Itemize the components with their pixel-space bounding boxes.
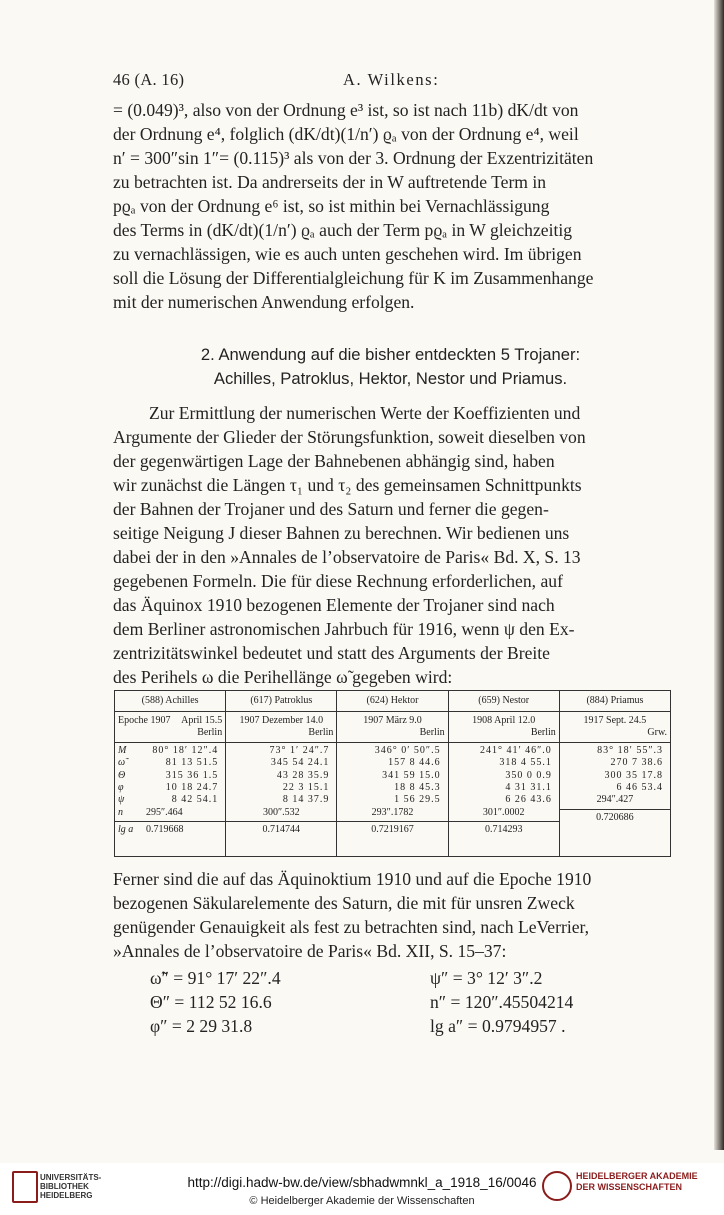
cell: 6 46 53.4 — [616, 782, 664, 794]
cell: 270 7 38.6 — [610, 757, 664, 769]
table-row — [118, 807, 222, 819]
epoch: 1908 April 12.0 — [472, 715, 536, 726]
source-url-link[interactable]: http://digi.hadw-bw.de/view/sbhadwmnkl_a_1918_16/0046 — [187, 1175, 537, 1190]
table-row — [340, 745, 444, 757]
cell: 294″.427 — [596, 794, 634, 806]
section-title-line-2: Achilles, Patroklus, Hektor, Nestor und Priamus. — [213, 369, 568, 388]
text-line: der gegenwärtigen Lage der Bahnebenen abhängig sind, haben — [113, 451, 555, 471]
elements-table — [114, 690, 671, 857]
divider — [337, 742, 447, 743]
table-row — [118, 745, 222, 757]
cell: 341 59 15.0 — [382, 769, 441, 781]
text-line: bezogenen Säkularelemente des Saturn, die mit für unsren Zweck — [113, 893, 575, 913]
cell: 315 36 1.5 — [165, 769, 219, 781]
epoch-location: Berlin — [530, 727, 556, 739]
row-label: Θ — [118, 769, 126, 781]
table-row — [118, 770, 222, 782]
table-row — [340, 770, 444, 782]
text-line: pϱₐ von der Ordnung e⁶ ist, so ist mithin bei Vernachlässigung — [113, 196, 550, 216]
section-title-line-1: 2. Anwendung auf die bisher entdeckten 5 Trojaner: — [200, 345, 581, 364]
table-row — [118, 824, 222, 836]
text-line: n′ = 300″sin 1″= (0.115)³ als von der 3. Ordnung der Exzentrizitäten — [113, 148, 594, 168]
cell: 295″.464 — [146, 806, 183, 818]
equation-row — [150, 990, 670, 1014]
cell: 0.719668 — [146, 824, 184, 836]
cell: 345 54 24.1 — [270, 757, 330, 769]
epoch-location: Berlin — [308, 727, 334, 739]
row-label: φ — [118, 782, 124, 794]
table-header-cell: (588) Achilles — [141, 695, 199, 706]
text-line: zentrizitätswinkel bedeutet und statt des Arguments der Breite — [113, 643, 550, 663]
cell: 346° 0′ 50″.5 — [374, 744, 441, 756]
row-label: ω̃ — [118, 757, 126, 769]
epoch: 1907 März 9.0 — [363, 715, 422, 726]
text-line: wir zunächst die Längen τ₁ und τ₂ des gemeinsamen Schnittpunkts — [113, 475, 582, 495]
divider — [560, 809, 670, 810]
table-header-cell: (659) Nestor — [448, 691, 559, 711]
paragraph-2 — [113, 401, 668, 689]
table-row — [452, 794, 556, 806]
paragraph-1 — [113, 98, 668, 314]
divider — [115, 742, 225, 743]
cell: 293″.1782 — [371, 806, 414, 818]
text-line: der Bahnen der Trojaner und des Saturn und ferner die gegen- — [113, 499, 549, 519]
divider — [115, 821, 225, 822]
cell: 300″.532 — [262, 806, 300, 818]
epoch — [118, 715, 222, 727]
table-column-priamus — [559, 712, 670, 856]
text-line: dabei der in den »Annales de l’observatoire de Paris« Bd. X, S. 13 — [113, 547, 581, 567]
table-row — [452, 745, 556, 757]
text-line: Zur Ermittlung der numerischen Werte der Koeffizienten und — [149, 403, 581, 423]
text-line: Argumente der Glieder der Störungsfunktion, soweit dieselben von — [113, 427, 586, 447]
table-row — [229, 745, 333, 757]
table-column-patroklus — [225, 712, 336, 856]
section-heading — [113, 343, 668, 391]
equation-row — [150, 1014, 670, 1038]
divider — [226, 742, 336, 743]
epoch-part: Epoche 1907 — [118, 715, 171, 726]
cell: 6 26 43.6 — [505, 794, 552, 806]
library-logo-text: UNIVERSITÄTS- BIBLIOTHEK HEIDELBERG — [40, 1173, 102, 1200]
cell: 300 35 17.8 — [604, 769, 664, 781]
text-line: der Ordnung e⁴, folglich (dK/dt)(1/n′) ϱₐ von der Ordnung e⁴, weil — [113, 124, 579, 144]
text-line: des Perihels ω die Perihellänge ω̃ gegeben wird: — [113, 667, 453, 687]
cell: 350 0 0.9 — [505, 769, 552, 781]
text-line: dem Berliner astronomischen Jahrbuch für 1916, wenn ψ den Ex- — [113, 619, 575, 639]
text-line: soll die Lösung der Differentialgleichung für K im Zusammenhange — [113, 268, 594, 288]
equation: lg a″ = 0.9794957 . — [430, 1016, 566, 1036]
table-row — [118, 757, 222, 769]
table-row — [229, 770, 333, 782]
epoch-location: Berlin — [197, 727, 223, 739]
cell: 241° 41′ 46″.0 — [479, 744, 552, 756]
cell: 73° 1′ 24″.7 — [269, 744, 330, 756]
cell: 8 14 37.9 — [282, 794, 330, 806]
table-row — [340, 782, 444, 794]
equation: n″ = 120″.45504214 — [430, 992, 574, 1012]
table-row — [452, 770, 556, 782]
cell: 0.714293 — [484, 824, 523, 836]
table-row — [229, 794, 333, 806]
cell: 0.720686 — [596, 811, 634, 823]
text-line: Ferner sind die auf das Äquinoktium 1910 und auf die Epoche 1910 — [113, 869, 592, 889]
table-row — [452, 782, 556, 794]
cell: 43 28 35.9 — [276, 769, 330, 781]
text-line: »Annales de l’observatoire de Paris« Bd. XII, S. 15–37: — [113, 941, 507, 961]
equation: ω̃″ = 91° 17′ 22″.4 — [150, 968, 281, 988]
table-column-achilles — [115, 712, 225, 856]
divider — [449, 742, 559, 743]
cell: 0.714744 — [262, 824, 301, 836]
row-label: ψ — [118, 794, 125, 806]
cell: 10 18 24.7 — [165, 782, 219, 794]
table-row — [229, 782, 333, 794]
epoch: 1907 Dezember 14.0 — [239, 715, 324, 726]
table-row — [563, 782, 667, 794]
row-label: M — [118, 744, 127, 756]
table-row — [563, 745, 667, 757]
cell: 81 13 51.5 — [165, 757, 219, 769]
cell: 301″.0002 — [482, 806, 525, 818]
text-line: des Terms in (dK/dt)(1/n′) ϱₐ auch der Term pϱₐ in W gleichzeitig — [113, 220, 573, 240]
text-line: mit der numerischen Anwendung erfolgen. — [113, 292, 415, 312]
cell: 22 3 15.1 — [282, 782, 330, 794]
cell: 83° 18′ 55″.3 — [597, 744, 664, 756]
equation: Θ″ = 112 52 16.6 — [150, 992, 272, 1012]
academy-logo-icon — [542, 1171, 572, 1201]
row-label: lg a — [118, 824, 134, 836]
epoch-location: Grw. — [647, 727, 668, 739]
text-line: = (0.049)³, also von der Ordnung e³ ist, so ist nach 11b) dK/dt von — [113, 100, 579, 120]
row-label: n — [118, 806, 123, 818]
cell: 8 42 54.1 — [171, 794, 219, 806]
divider — [337, 821, 447, 822]
epoch: 1917 Sept. 24.5 — [583, 715, 647, 726]
table-header-cell: (624) Hektor — [336, 691, 447, 711]
page-edge — [714, 0, 724, 1150]
text-line: seitige Neigung J dieser Bahnen zu berechnen. Wir bedienen uns — [113, 523, 570, 543]
divider — [226, 821, 336, 822]
table-row — [340, 757, 444, 769]
table-row — [229, 757, 333, 769]
academy-logo-text: HEIDELBERGER AKADEMIE DER WISSENSCHAFTEN — [576, 1171, 698, 1192]
epoch-part: April 15.5 — [181, 715, 223, 726]
text-line: gegebenen Formeln. Die für diese Rechnung erforderlichen, auf — [113, 571, 563, 591]
table-row — [563, 770, 667, 782]
divider — [560, 742, 670, 743]
text-line: zu betrachten ist. Da andrerseits der in W auftretende Term in — [113, 172, 547, 192]
table-row — [118, 794, 222, 806]
table-column-hektor — [336, 712, 447, 856]
divider — [449, 821, 559, 822]
cell: 4 31 31.1 — [505, 782, 552, 794]
page-number-ref: 46 (A. 16) — [113, 70, 185, 89]
table-row — [340, 794, 444, 806]
paragraph-3 — [113, 867, 668, 963]
saturn-elements — [150, 966, 670, 1038]
table-column-nestor — [448, 712, 559, 856]
table-header-cell: (884) Priamus — [559, 691, 670, 711]
equation-row — [150, 966, 670, 990]
table-row — [118, 782, 222, 794]
text-line: genügender Genauigkeit als fest zu betrachten sind, nach LeVerrier, — [113, 917, 590, 937]
table-row — [563, 757, 667, 769]
running-title: A. Wilkens: — [343, 70, 440, 89]
cell: 1 56 29.5 — [394, 794, 441, 806]
cell: 0.7219167 — [371, 824, 414, 836]
footer — [0, 1163, 724, 1215]
academy-logo[interactable] — [542, 1171, 712, 1193]
equation: ψ″ = 3° 12′ 3″.2 — [430, 968, 543, 988]
table-row — [452, 757, 556, 769]
equation: φ″ = 2 29 31.8 — [150, 1016, 253, 1036]
cell: 318 4 55.1 — [499, 757, 552, 769]
table-header-row — [115, 691, 670, 712]
text-line: das Äquinox 1910 bezogenen Elemente der Trojaner sind nach — [113, 595, 555, 615]
cell: 157 8 44.6 — [388, 757, 441, 769]
copyright: © Heidelberger Akademie der Wissenschaften — [249, 1195, 475, 1207]
table-header-cell: (617) Patroklus — [225, 691, 336, 711]
epoch-location: Berlin — [419, 727, 445, 739]
cell: 80° 18′ 12″.4 — [152, 744, 219, 756]
cell: 18 8 45.3 — [394, 782, 441, 794]
text-line: zu vernachlässigen, wie es auch unten geschehen wird. Im übrigen — [113, 244, 582, 264]
